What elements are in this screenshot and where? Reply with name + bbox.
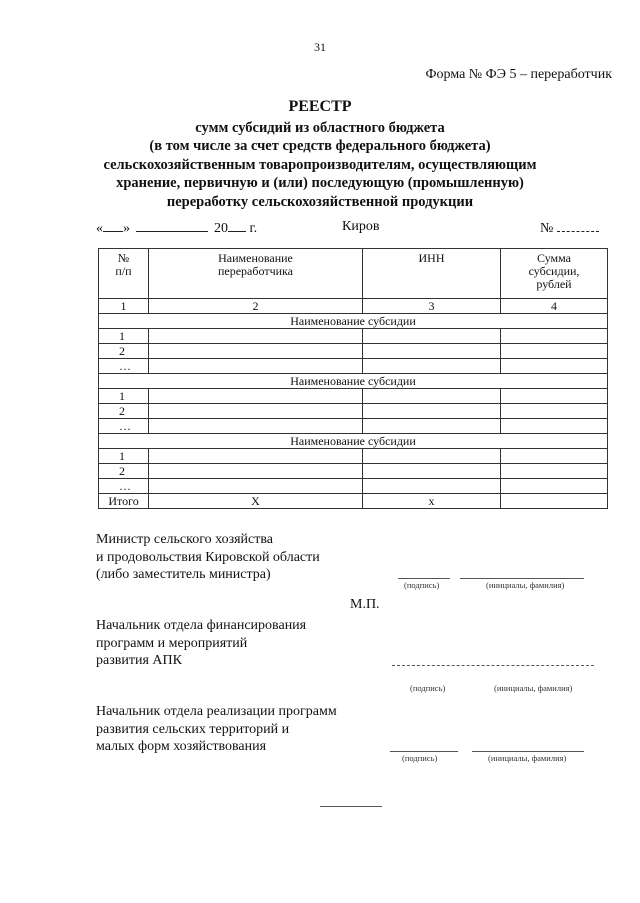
table-row: [99, 344, 608, 359]
name-line: [472, 751, 584, 752]
column-number-row: [99, 299, 608, 314]
table-row: [99, 389, 608, 404]
column-number: 1: [99, 299, 149, 314]
total-col4: [501, 494, 608, 509]
title-line: сумм субсидий из областного бюджета: [195, 119, 445, 136]
header-cell: ИНН: [363, 249, 501, 299]
column-number: 3: [363, 299, 501, 314]
total-row: [99, 494, 608, 509]
section-title: Наименование субсидии: [99, 314, 608, 329]
title-line: хранение, первичную и (или) последующую (промышленную): [116, 175, 524, 191]
stamp-label: М.П.: [350, 597, 380, 612]
signature-line: [390, 751, 458, 752]
total-label: Итого: [99, 494, 149, 509]
table-row: [99, 419, 608, 434]
signatory-line: развития сельских территорий и: [96, 721, 290, 737]
signatory-line: и продовольствия Кировской области: [96, 549, 320, 565]
section-row: [99, 374, 608, 389]
name-line: [460, 578, 584, 579]
row-number: 1: [99, 449, 149, 464]
number-field: №: [540, 219, 599, 237]
total-col3: x: [363, 494, 501, 509]
signature-caption: (подпись): [404, 580, 440, 590]
date-year: 20 г.: [214, 221, 258, 236]
year-blank: [228, 219, 246, 232]
table-row: [99, 404, 608, 419]
table-row: [99, 449, 608, 464]
signature-caption: (подпись): [402, 753, 438, 763]
signatory-line: (либо заместитель министра): [96, 567, 271, 582]
row-number: 2: [99, 404, 149, 419]
title-main: РЕЕСТР: [288, 98, 352, 115]
row-number: …: [99, 479, 149, 494]
column-number: 2: [149, 299, 363, 314]
month-blank: [136, 219, 208, 232]
signatory-line: развития АПК: [96, 653, 182, 668]
section-title: Наименование субсидии: [99, 374, 608, 389]
day-blank: [103, 219, 123, 232]
header-cell: Наименование переработчика: [149, 249, 363, 299]
section-row: [99, 434, 608, 449]
date-line: [96, 219, 610, 237]
table-row: [99, 329, 608, 344]
table-row: [99, 464, 608, 479]
row-number: …: [99, 359, 149, 374]
column-number: 4: [501, 299, 608, 314]
form-label: Форма № ФЭ 5 – переработчик: [425, 67, 612, 82]
document-title: [0, 98, 640, 211]
date-day: « »: [96, 221, 130, 236]
table-row: [99, 359, 608, 374]
title-line: переработку сельскохозяйственной продукции: [166, 193, 474, 210]
row-number: 1: [99, 389, 149, 404]
header-cell: Сумма субсидии, рублей: [501, 249, 608, 299]
signature-line: [398, 578, 450, 579]
city: Киров: [342, 219, 380, 234]
signatory-line: Начальник отдела реализации программ: [96, 704, 337, 719]
name-caption: (инициалы, фамилия): [486, 580, 565, 590]
section-title: Наименование субсидии: [99, 434, 608, 449]
signatory-line: Начальник отдела финансирования: [96, 618, 307, 633]
row-number: …: [99, 419, 149, 434]
row-number: 2: [99, 464, 149, 479]
page-number: 31: [314, 40, 326, 54]
title-line: (в том числе за счет средств федерального бюджета): [149, 138, 491, 154]
row-number: 2: [99, 344, 149, 359]
name-caption: (инициалы, фамилия): [488, 753, 567, 763]
signatory-finance-head: [96, 617, 306, 670]
signature-caption: (подпись): [410, 683, 446, 693]
signatory-line: Министр сельского хозяйства: [96, 532, 273, 547]
end-divider: [320, 806, 382, 807]
table-header-row: [99, 249, 608, 299]
signatory-rural-head: [96, 703, 337, 756]
row-number: 1: [99, 329, 149, 344]
header-cell: № п/п: [99, 249, 149, 299]
total-col2: X: [149, 494, 363, 509]
number-blank: [557, 219, 599, 232]
section-row: [99, 314, 608, 329]
name-caption: (инициалы, фамилия): [494, 683, 573, 693]
signature-line: [392, 665, 594, 666]
signatory-line: малых форм хозяйствования: [96, 739, 267, 754]
registry-table: [98, 248, 608, 509]
signatory-minister: [96, 531, 320, 584]
table-row: [99, 479, 608, 494]
title-line: сельскохозяйственным товаропроизводителям, осуществляющим: [103, 156, 537, 173]
signatory-line: программ и мероприятий: [96, 635, 248, 651]
